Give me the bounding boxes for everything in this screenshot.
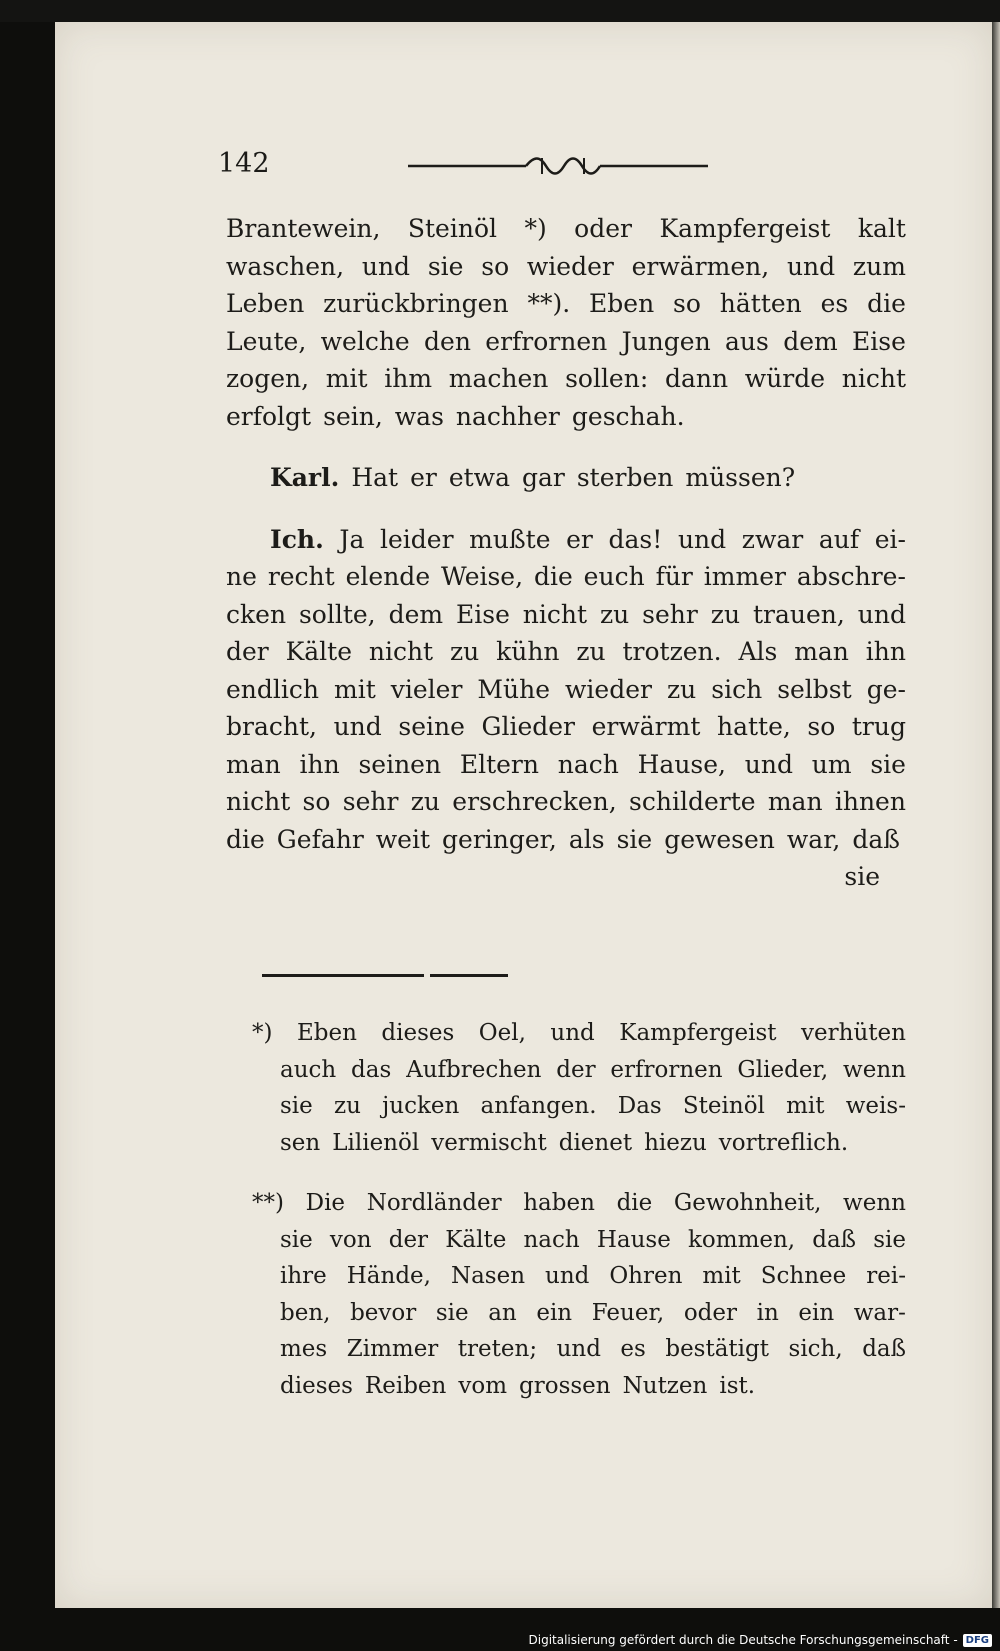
word: Nasen <box>450 1263 526 1289</box>
word: um <box>811 749 852 779</box>
text-line <box>226 596 906 634</box>
word: Nutzen <box>622 1372 708 1399</box>
word: auch <box>280 1056 337 1083</box>
word: und <box>744 749 793 779</box>
word: Als <box>738 637 778 666</box>
dfg-logo: DFG <box>963 1634 992 1647</box>
word: vom <box>458 1372 508 1399</box>
word: dieses <box>280 1372 353 1399</box>
word: sie <box>280 1093 313 1119</box>
word: die <box>616 1190 653 1216</box>
word: nicht <box>368 637 434 666</box>
page-number: 142 <box>218 148 270 179</box>
word: daß <box>862 1336 906 1362</box>
word: und <box>786 251 836 281</box>
page-edge <box>992 22 1000 1608</box>
word: **). <box>527 289 571 318</box>
word: mit <box>786 1093 825 1119</box>
word: oder <box>683 1299 737 1326</box>
word: müssen? <box>685 463 796 492</box>
word: zu <box>599 599 630 629</box>
word: mußte <box>469 524 551 554</box>
word: ihnen <box>834 787 906 816</box>
word: ein <box>536 1299 573 1326</box>
word: geringer, <box>442 824 557 854</box>
word: zu <box>449 637 480 666</box>
word: welche <box>320 326 410 356</box>
word: ihm <box>384 364 433 393</box>
catchword <box>226 858 906 896</box>
word: zu <box>710 599 741 629</box>
word: Eben <box>296 1020 357 1046</box>
word: dieses <box>381 1020 455 1046</box>
word: so <box>807 712 836 741</box>
footnote-line <box>252 1015 906 1052</box>
word: ei- <box>874 524 906 554</box>
word: seinen <box>358 749 442 779</box>
footnote-marker: **) <box>252 1190 284 1216</box>
word: bevor <box>350 1299 417 1326</box>
word: es <box>620 1336 646 1362</box>
word: der <box>388 1226 429 1253</box>
word: zu <box>666 674 697 704</box>
word: sie <box>616 824 653 854</box>
word: sich <box>711 674 763 704</box>
word: Brantewein, <box>226 214 381 243</box>
header-ornament <box>408 152 708 180</box>
word: es <box>820 289 849 318</box>
word: zurückbringen <box>323 289 509 318</box>
word: ist. <box>719 1372 756 1399</box>
word: und <box>550 1020 595 1046</box>
word: jucken <box>382 1093 460 1119</box>
word: kalt <box>857 214 906 243</box>
word: euch <box>583 562 645 591</box>
word: man <box>226 749 281 779</box>
word: zum <box>852 251 906 281</box>
word: gewesen <box>664 824 775 854</box>
body-text <box>226 210 906 896</box>
word: ge- <box>866 674 906 704</box>
word: Glieder <box>481 712 576 741</box>
word: die <box>867 289 906 318</box>
word: Steinöl <box>682 1093 765 1119</box>
word: das! <box>608 524 663 554</box>
word: auf <box>818 524 860 554</box>
word: erschrecken, <box>452 787 617 816</box>
text-line <box>226 248 906 286</box>
word: immer <box>703 562 786 591</box>
footnote-line <box>252 1295 906 1332</box>
footnote-line <box>252 1052 906 1089</box>
footnote-line <box>252 1088 906 1125</box>
word: sterben <box>576 463 674 492</box>
footnotes <box>252 1015 906 1404</box>
word: für <box>655 562 693 591</box>
word: der <box>556 1056 596 1083</box>
word: sollen: <box>565 364 649 393</box>
word: oder <box>574 214 632 243</box>
word: zwar <box>741 524 804 554</box>
word: Das <box>617 1093 662 1119</box>
word: Hat <box>351 463 399 492</box>
footnote-rule <box>262 974 508 978</box>
word: so <box>673 289 701 318</box>
word: Oel, <box>478 1020 526 1046</box>
word: erfolgt <box>226 401 312 431</box>
text-line <box>226 671 906 709</box>
word: erwärmt <box>591 712 701 741</box>
word: mit <box>702 1263 741 1289</box>
word: wieder <box>526 251 614 281</box>
word: sie <box>435 1299 469 1326</box>
word: Hände, <box>346 1263 431 1289</box>
word: was <box>394 401 444 431</box>
word: sie <box>427 251 464 281</box>
word: dem <box>783 326 838 356</box>
word: Die <box>305 1190 346 1216</box>
word: sen <box>280 1129 321 1156</box>
word: bestätigt <box>665 1336 770 1362</box>
text-line <box>226 783 906 821</box>
word: anfangen. <box>480 1093 597 1119</box>
word: Mühe <box>477 674 551 704</box>
word: hatte, <box>716 712 791 741</box>
word: und <box>361 251 411 281</box>
word: kühn <box>496 637 560 666</box>
word: leider <box>379 524 454 554</box>
word: selbst <box>777 674 852 704</box>
word: Ja <box>339 524 365 554</box>
word: nicht <box>841 364 906 393</box>
word: daß <box>812 1226 857 1253</box>
word: sie <box>873 1226 906 1253</box>
word: Nordländer <box>366 1190 502 1216</box>
footnote-line <box>252 1368 906 1405</box>
word: Leben <box>226 289 305 318</box>
footnote-line <box>252 1331 906 1368</box>
footnote-line <box>252 1125 906 1162</box>
word: Hause <box>596 1226 671 1253</box>
word: als <box>568 824 605 854</box>
word: nicht <box>226 787 291 816</box>
speaker-label: Karl. <box>270 463 340 492</box>
word: machen <box>448 364 549 393</box>
text-line <box>226 398 906 436</box>
word: treten; <box>457 1336 538 1362</box>
word: zu <box>576 637 606 666</box>
word: sehr <box>642 599 698 629</box>
word: Eise <box>852 326 906 356</box>
word: Kampfergeist <box>659 214 831 243</box>
word: Gefahr <box>276 824 364 854</box>
word: gar <box>521 463 565 492</box>
text-line <box>226 360 906 398</box>
word: zu <box>333 1093 361 1119</box>
word: hätten <box>719 289 802 318</box>
word: Weise, <box>441 562 524 591</box>
word: trotzen. <box>622 637 722 666</box>
word: Eben <box>589 289 655 318</box>
catchword-text: sie <box>844 862 880 891</box>
word: erfrornen <box>610 1056 723 1083</box>
word: nicht <box>522 599 588 629</box>
word: ihn <box>865 637 906 666</box>
word: mes <box>280 1336 328 1362</box>
word: trauen, <box>752 599 845 629</box>
word: mit <box>325 364 368 393</box>
word: ihn <box>299 749 340 779</box>
word: die <box>533 562 573 591</box>
footnote-marker: *) <box>252 1020 273 1046</box>
footnote-line <box>252 1222 906 1259</box>
word: endlich <box>226 674 319 704</box>
word: der <box>226 637 269 666</box>
word: nachher <box>455 401 560 431</box>
word: recht <box>267 562 335 591</box>
word: Leute, <box>226 326 307 356</box>
word: dienet <box>558 1129 633 1156</box>
word: daß <box>852 824 900 854</box>
text-line <box>226 285 906 323</box>
word: Zimmer <box>346 1336 439 1362</box>
word: Gewohnheit, <box>673 1190 822 1216</box>
page-header <box>218 148 718 188</box>
word: nach <box>523 1226 580 1253</box>
word: und <box>333 712 382 741</box>
text-line <box>226 558 906 596</box>
word: zogen, <box>226 364 310 393</box>
text-line <box>226 821 906 859</box>
word: sie <box>280 1226 313 1253</box>
word: Schnee <box>760 1263 847 1289</box>
word: würde <box>744 364 826 393</box>
word: Jungen <box>621 326 711 356</box>
footnote-line <box>252 1185 906 1222</box>
word: in <box>756 1299 779 1326</box>
word: sollte, <box>298 599 376 629</box>
word: Aufbrechen <box>406 1056 542 1083</box>
word: seine <box>398 712 465 741</box>
word: er <box>410 463 437 492</box>
word: ben, <box>280 1299 331 1326</box>
word: sich, <box>788 1336 843 1362</box>
text-line <box>226 746 906 784</box>
word: Lilienöl <box>332 1129 420 1156</box>
word: Kälte <box>285 637 353 666</box>
word: weit <box>375 824 431 854</box>
word: war, <box>786 824 841 854</box>
word: von <box>329 1226 372 1253</box>
word: sie <box>870 749 906 779</box>
word: erwärmen, <box>631 251 770 281</box>
word: vieler <box>390 674 463 704</box>
word: mit <box>334 674 376 704</box>
word: hiezu <box>644 1129 707 1156</box>
word: ein <box>798 1299 835 1326</box>
word: wenn <box>843 1190 906 1216</box>
word: rei- <box>866 1263 906 1289</box>
word: waschen, <box>226 251 345 281</box>
word: Reiben <box>364 1372 447 1399</box>
word: den <box>424 326 471 356</box>
scan-top-border <box>0 0 1000 22</box>
word: ne <box>226 562 257 591</box>
word: abschre- <box>796 562 906 591</box>
text-line <box>226 521 906 559</box>
word: Kampfergeist <box>619 1020 777 1046</box>
word: trug <box>851 712 906 741</box>
word: dem <box>388 599 444 629</box>
word: die <box>226 824 265 854</box>
word: so <box>302 787 331 816</box>
word: verhüten <box>801 1020 906 1046</box>
word: *) <box>524 214 547 243</box>
word: schilderte <box>629 787 756 816</box>
word: wieder <box>565 674 652 704</box>
word: weis- <box>845 1093 906 1119</box>
word: geschah. <box>571 401 685 431</box>
word: bracht, <box>226 712 317 741</box>
word: wenn <box>843 1056 906 1083</box>
word: haben <box>523 1190 595 1216</box>
word: er <box>566 524 593 554</box>
word: nach <box>557 749 619 779</box>
word: und <box>857 599 906 629</box>
word: sein, <box>323 401 383 431</box>
word: Glieder, <box>737 1056 829 1083</box>
credit-text: Digitalisierung gefördert durch die Deutsche Forschungsgemeinschaft - <box>528 1633 958 1647</box>
word: elende <box>345 562 431 591</box>
word: grossen <box>519 1372 611 1399</box>
word: sehr <box>342 787 399 816</box>
word: und <box>545 1263 590 1289</box>
text-line <box>226 323 906 361</box>
word: Hause, <box>637 749 727 779</box>
word: Eise <box>456 599 510 629</box>
word: ihre <box>280 1263 327 1289</box>
text-line <box>226 210 906 248</box>
word: man <box>767 787 823 816</box>
word: Ohren <box>609 1263 683 1289</box>
word: aus <box>725 326 769 356</box>
word: und <box>556 1336 601 1362</box>
word: Eltern <box>459 749 539 779</box>
word: dann <box>664 364 729 393</box>
word: vermischt <box>431 1129 547 1156</box>
word: so <box>481 251 510 281</box>
word: war- <box>853 1299 906 1326</box>
word: etwa <box>448 463 510 492</box>
word: erfrornen <box>485 326 608 356</box>
footnote-line <box>252 1258 906 1295</box>
digitization-credit <box>529 1633 993 1647</box>
word: kommen, <box>687 1226 796 1253</box>
word: an <box>488 1299 517 1326</box>
text-line <box>226 708 906 746</box>
word: und <box>677 524 727 554</box>
word: zu <box>410 787 440 816</box>
word: Steinöl <box>407 214 497 243</box>
text-line <box>226 459 906 497</box>
word: Feuer, <box>591 1299 665 1326</box>
word: das <box>351 1056 392 1083</box>
speaker-label: Ich. <box>270 524 324 554</box>
word: man <box>794 637 849 666</box>
word: vortreflich. <box>718 1129 849 1156</box>
text-line <box>226 633 906 671</box>
word: cken <box>226 599 287 629</box>
word: Kälte <box>445 1226 507 1253</box>
